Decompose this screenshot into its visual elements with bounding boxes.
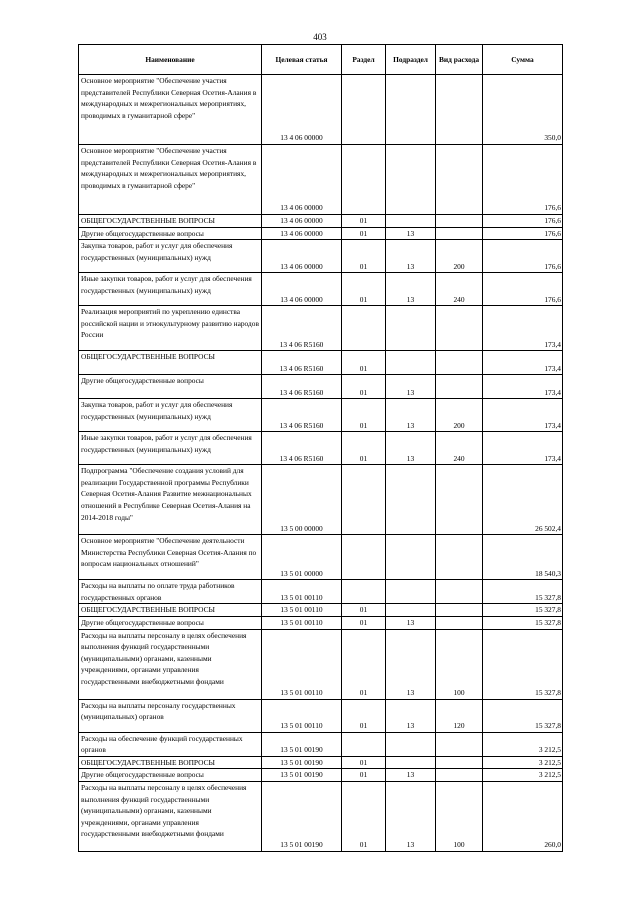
row-target: 13 5 01 00110: [262, 580, 342, 604]
row-subsection: 13: [386, 240, 436, 273]
row-subsection: [386, 306, 436, 351]
row-subsection: 13: [386, 699, 436, 732]
table-row: [79, 604, 563, 617]
row-section: 01: [342, 629, 386, 699]
row-sum: 15 327,8: [483, 616, 563, 629]
row-target: 13 4 06 R5160: [262, 432, 342, 465]
row-target: 13 4 06 00000: [262, 215, 342, 228]
row-sum: 173,4: [483, 306, 563, 351]
table-row: [79, 240, 563, 273]
row-name: Расходы на обеспечение функций государственных органов: [79, 732, 262, 756]
row-name: Другие общегосударственные вопросы: [79, 616, 262, 629]
row-sum: 15 327,8: [483, 699, 563, 732]
row-section: 01: [342, 756, 386, 769]
row-name: Расходы на выплаты персоналу в целях обеспечения выполнения функций государственными (муниципальными) органами, казенными учреждениями, органами управления государственными внебюджетными фондами: [79, 629, 262, 699]
row-expense-type: [436, 580, 483, 604]
row-expense-type: [436, 375, 483, 399]
row-sum: 176,6: [483, 227, 563, 240]
row-target: 13 5 01 00190: [262, 769, 342, 782]
table-row: [79, 306, 563, 351]
row-target: 13 4 06 00000: [262, 273, 342, 306]
row-name: Реализация мероприятий по укреплению единства российской нации и этнокультурному развитию народов России: [79, 306, 262, 351]
row-subsection: 13: [386, 781, 436, 851]
row-target: 13 5 01 00110: [262, 629, 342, 699]
row-name: Закупка товаров, работ и услуг для обеспечения государственных (муниципальных) нужд: [79, 399, 262, 432]
row-name: Другие общегосударственные вопросы: [79, 375, 262, 399]
budget-table: [78, 44, 563, 852]
row-name: ОБЩЕГОСУДАРСТВЕННЫЕ ВОПРОСЫ: [79, 215, 262, 228]
header-sum: Сумма: [483, 45, 563, 75]
header-target: Целевая статья: [262, 45, 342, 75]
table-row: [79, 375, 563, 399]
row-target: 13 4 06 00000: [262, 240, 342, 273]
table-row: [79, 580, 563, 604]
row-sum: 173,4: [483, 432, 563, 465]
row-section: 01: [342, 399, 386, 432]
table-row: [79, 616, 563, 629]
row-section: 01: [342, 273, 386, 306]
row-target: 13 5 01 00110: [262, 699, 342, 732]
row-name: Иные закупки товаров, работ и услуг для обеспечения государственных (муниципальных) нужд: [79, 273, 262, 306]
row-section: [342, 306, 386, 351]
row-section: 01: [342, 432, 386, 465]
row-sum: 176,6: [483, 215, 563, 228]
row-expense-type: [436, 306, 483, 351]
row-section: 01: [342, 781, 386, 851]
row-expense-type: 200: [436, 240, 483, 273]
table-header-row: [79, 45, 563, 75]
row-subsection: [386, 604, 436, 617]
row-section: [342, 145, 386, 215]
row-target: 13 5 01 00110: [262, 604, 342, 617]
row-section: 01: [342, 240, 386, 273]
row-name: Подпрограмма "Обеспечение создания условий для реализации Государственной программы Республики Северная Осетия-Алания Развитие межнациональных отношений в Республике Северная Осетия-Алания на 2014-2018 годы": [79, 465, 262, 535]
row-name: Основное мероприятие "Обеспечение деятельности Министерства Республики Северная Осетия-Алания по вопросам национальных отношений": [79, 535, 262, 580]
table-row: [79, 781, 563, 851]
table-row: [79, 769, 563, 782]
row-sum: 173,4: [483, 375, 563, 399]
row-target: 13 5 01 00190: [262, 732, 342, 756]
row-sum: 176,6: [483, 240, 563, 273]
row-name: Основное мероприятие "Обеспечение участия представителей Республики Северная Осетия-Алания в международных и межрегиональных мероприятиях, проводимых в гуманитарной сфере": [79, 75, 262, 145]
row-section: 01: [342, 616, 386, 629]
row-sum: 176,6: [483, 273, 563, 306]
row-sum: 350,0: [483, 75, 563, 145]
row-section: 01: [342, 604, 386, 617]
row-expense-type: [436, 732, 483, 756]
table-row: [79, 75, 563, 145]
row-sum: 176,6: [483, 145, 563, 215]
row-expense-type: [436, 769, 483, 782]
row-name: Расходы на выплаты персоналу в целях обеспечения выполнения функций государственными (муниципальными) органами, казенными учреждениями, органами управления государственными внебюджетными фондами: [79, 781, 262, 851]
row-expense-type: [436, 227, 483, 240]
row-expense-type: 240: [436, 273, 483, 306]
row-name: Расходы на выплаты по оплате труда работников государственных органов: [79, 580, 262, 604]
row-target: 13 4 06 R5160: [262, 399, 342, 432]
row-target: 13 5 01 00190: [262, 781, 342, 851]
row-expense-type: 100: [436, 629, 483, 699]
table-row: [79, 629, 563, 699]
row-target: 13 4 06 00000: [262, 145, 342, 215]
row-expense-type: 100: [436, 781, 483, 851]
row-section: [342, 535, 386, 580]
row-subsection: [386, 351, 436, 375]
row-target: 13 4 06 00000: [262, 75, 342, 145]
row-section: [342, 75, 386, 145]
row-section: 01: [342, 769, 386, 782]
row-section: 01: [342, 215, 386, 228]
table-row: [79, 732, 563, 756]
row-expense-type: [436, 145, 483, 215]
row-sum: 173,4: [483, 351, 563, 375]
table-row: [79, 399, 563, 432]
table-row: [79, 432, 563, 465]
row-section: [342, 465, 386, 535]
row-name: ОБЩЕГОСУДАРСТВЕННЫЕ ВОПРОСЫ: [79, 351, 262, 375]
row-target: 13 4 06 R5160: [262, 375, 342, 399]
row-target: 13 4 06 00000: [262, 227, 342, 240]
table-row: [79, 351, 563, 375]
row-subsection: [386, 215, 436, 228]
row-name: ОБЩЕГОСУДАРСТВЕННЫЕ ВОПРОСЫ: [79, 756, 262, 769]
row-sum: 15 327,8: [483, 580, 563, 604]
row-subsection: [386, 756, 436, 769]
row-name: Другие общегосударственные вопросы: [79, 769, 262, 782]
header-subsection: Подраздел: [386, 45, 436, 75]
row-expense-type: [436, 215, 483, 228]
table-row: [79, 465, 563, 535]
row-target: 13 5 01 00000: [262, 535, 342, 580]
table-row: [79, 756, 563, 769]
row-sum: 15 327,8: [483, 629, 563, 699]
table-row: [79, 699, 563, 732]
row-section: [342, 580, 386, 604]
row-section: 01: [342, 227, 386, 240]
table-row: [79, 145, 563, 215]
row-name: Закупка товаров, работ и услуг для обеспечения государственных (муниципальных) нужд: [79, 240, 262, 273]
row-sum: 260,0: [483, 781, 563, 851]
row-expense-type: [436, 465, 483, 535]
row-subsection: 13: [386, 227, 436, 240]
row-sum: 3 212,5: [483, 769, 563, 782]
row-expense-type: [436, 75, 483, 145]
row-section: 01: [342, 375, 386, 399]
row-subsection: [386, 732, 436, 756]
row-subsection: [386, 465, 436, 535]
row-section: 01: [342, 699, 386, 732]
row-subsection: [386, 535, 436, 580]
row-subsection: 13: [386, 399, 436, 432]
row-name: Расходы на выплаты персоналу государственных (муниципальных) органов: [79, 699, 262, 732]
row-name: ОБЩЕГОСУДАРСТВЕННЫЕ ВОПРОСЫ: [79, 604, 262, 617]
row-sum: 3 212,5: [483, 732, 563, 756]
row-name: Основное мероприятие "Обеспечение участия представителей Республики Северная Осетия-Алания в международных и межрегиональных мероприятиях, проводимых в гуманитарной сфере": [79, 145, 262, 215]
table-row: [79, 273, 563, 306]
row-name: Иные закупки товаров, работ и услуг для обеспечения государственных (муниципальных) нужд: [79, 432, 262, 465]
row-section: [342, 732, 386, 756]
header-section: Раздел: [342, 45, 386, 75]
row-subsection: 13: [386, 273, 436, 306]
row-subsection: [386, 145, 436, 215]
row-expense-type: 200: [436, 399, 483, 432]
row-expense-type: [436, 604, 483, 617]
row-sum: 26 502,4: [483, 465, 563, 535]
row-subsection: [386, 580, 436, 604]
table-row: [79, 227, 563, 240]
row-expense-type: 120: [436, 699, 483, 732]
row-subsection: 13: [386, 629, 436, 699]
table-row: [79, 535, 563, 580]
row-name: Другие общегосударственные вопросы: [79, 227, 262, 240]
row-sum: 173,4: [483, 399, 563, 432]
row-target: 13 5 00 00000: [262, 465, 342, 535]
row-expense-type: 240: [436, 432, 483, 465]
page-number: 403: [313, 32, 327, 42]
row-expense-type: [436, 535, 483, 580]
row-target: 13 5 01 00190: [262, 756, 342, 769]
header-name: Наименование: [79, 45, 262, 75]
row-sum: 15 327,8: [483, 604, 563, 617]
row-expense-type: [436, 756, 483, 769]
row-subsection: 13: [386, 616, 436, 629]
table-body: [79, 75, 563, 852]
row-expense-type: [436, 351, 483, 375]
row-sum: 3 212,5: [483, 756, 563, 769]
row-target: 13 4 06 R5160: [262, 306, 342, 351]
row-subsection: [386, 75, 436, 145]
row-target: 13 5 01 00110: [262, 616, 342, 629]
row-expense-type: [436, 616, 483, 629]
row-sum: 18 540,3: [483, 535, 563, 580]
table-row: [79, 215, 563, 228]
row-section: 01: [342, 351, 386, 375]
row-subsection: 13: [386, 375, 436, 399]
row-subsection: 13: [386, 769, 436, 782]
row-subsection: 13: [386, 432, 436, 465]
row-target: 13 4 06 R5160: [262, 351, 342, 375]
header-expense-type: Вид расхода: [436, 45, 483, 75]
